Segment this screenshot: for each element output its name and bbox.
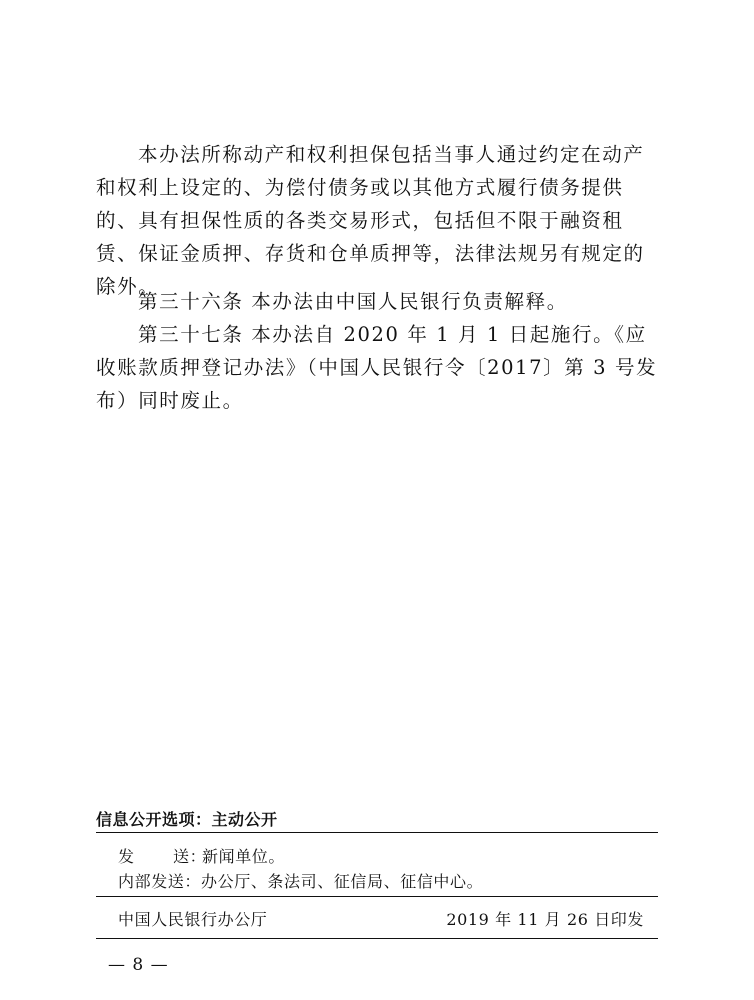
issued-date: 2019 年 11 月 26 日印发 xyxy=(446,910,644,929)
footer-middle-rule xyxy=(96,896,658,897)
body-paragraph: 本办法所称动产和权利担保包括当事人通过约定在动产和权利上设定的、为偿付债务或以其他方式履行债务提供的、具有担保性质的各类交易形式，包括但不限于融资租赁、保证金质押、存货和仓单质押等，法律法规另有规定的除外。 xyxy=(96,143,645,298)
issuer: 中国人民银行办公厅 xyxy=(118,910,268,929)
article-36: 第三十六条 本办法由中国人民银行负责解释。 xyxy=(138,290,568,313)
send-to-value: 新闻单位。 xyxy=(202,847,286,866)
article-37: 第三十七条 本办法自 2020 年 1 月 1 日起施行。《应收账款质押登记办法》（中国人民银行令〔2017〕第 3 号发布）同时废止。 xyxy=(96,323,658,412)
internal-send-value: 办公厅、条法司、征信局、征信中心。 xyxy=(201,872,484,891)
internal-send-label: 内部发送： xyxy=(118,872,202,891)
internal-send-line xyxy=(118,869,483,892)
disclosure-option: 信息公开选项：主动公开 xyxy=(96,810,278,829)
footer-top-rule xyxy=(96,832,658,833)
page-number: — 8 — xyxy=(108,955,169,975)
footer-bottom-rule xyxy=(96,938,658,939)
send-to-line xyxy=(118,844,285,867)
send-to-label: 发 送： xyxy=(118,847,207,866)
